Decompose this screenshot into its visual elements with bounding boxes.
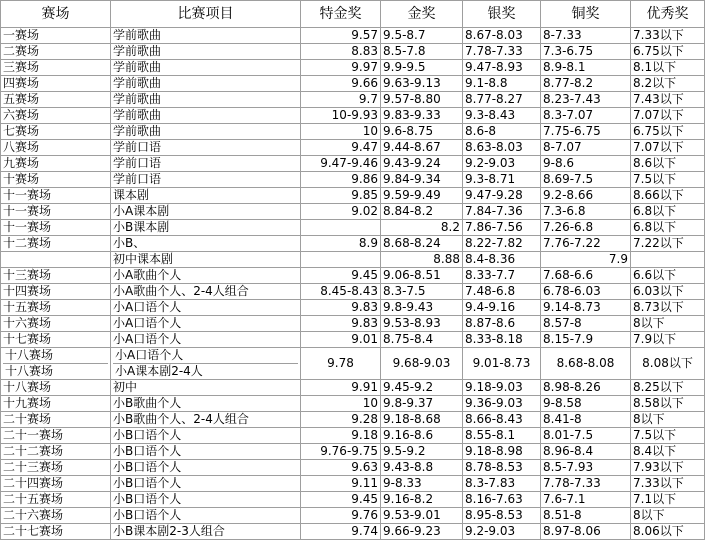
cell-gold[interactable]: 9-8.33 [381,476,463,492]
cell-silver[interactable]: 9.1-8.8 [463,76,541,92]
table-row [1,236,705,252]
cell-item[interactable]: 学前歌曲 [111,28,301,44]
cell-bronze[interactable]: 8.41-8 [541,412,631,428]
cell-gold[interactable]: 9.66-9.23 [381,524,463,540]
table-row [1,428,705,444]
cell-field[interactable]: 四赛场 [1,76,111,92]
cell-special[interactable]: 9.18 [301,428,381,444]
cell-item[interactable]: 学前歌曲 [111,76,301,92]
cell-field[interactable]: 十四赛场 [1,284,111,300]
cell-excellent[interactable]: 6.8以下 [631,204,705,220]
cell-special[interactable]: 9.28 [301,412,381,428]
cell-excellent[interactable]: 7.33以下 [631,476,705,492]
cell-excellent[interactable]: 7.5以下 [631,428,705,444]
cell-silver[interactable]: 8.95-8.53 [463,508,541,524]
cell-item[interactable]: 小A课本剧 [111,204,301,220]
cell-special[interactable]: 9.91 [301,380,381,396]
cell-special[interactable]: 9.11 [301,476,381,492]
header-silver[interactable]: 银奖 [463,1,541,28]
cell-bronze[interactable]: 8.3-7.07 [541,108,631,124]
cell-gold[interactable]: 9.59-9.49 [381,188,463,204]
cell-gold[interactable]: 8.75-8.4 [381,332,463,348]
cell-silver[interactable]: 9.18-8.98 [463,444,541,460]
cell-gold[interactable]: 9.5-8.7 [381,28,463,44]
cell-item[interactable]: 学前歌曲 [111,60,301,76]
cell-item[interactable]: 小B口语个人 [111,492,301,508]
cell-silver[interactable]: 9.3-8.71 [463,172,541,188]
cell-silver[interactable]: 7.84-7.36 [463,204,541,220]
cell-special[interactable]: 8.83 [301,44,381,60]
cell-excellent[interactable]: 7.33以下 [631,28,705,44]
table-row [1,60,705,76]
cell-excellent[interactable]: 6.03以下 [631,284,705,300]
cell-special[interactable]: 9.47-9.46 [301,156,381,172]
cell-item[interactable]: 学前口语 [111,140,301,156]
cell-excellent[interactable]: 7.07以下 [631,140,705,156]
cell-field[interactable]: 二十一赛场 [1,428,111,444]
cell-silver[interactable]: 7.86-7.56 [463,220,541,236]
table-row [1,124,705,140]
cell-bronze[interactable]: 7.26-6.8 [541,220,631,236]
table-row [1,140,705,156]
cell-gold[interactable]: 9.84-9.34 [381,172,463,188]
cell-field[interactable]: 二十赛场 [1,412,111,428]
cell-item[interactable]: 小B歌曲个人、2-4人组合 [111,412,301,428]
cell-excellent[interactable]: 6.75以下 [631,44,705,60]
cell-excellent[interactable]: 8以下 [631,316,705,332]
cell-gold[interactable]: 9.8-9.37 [381,396,463,412]
cell-item[interactable]: 小B口语个人 [111,428,301,444]
cell-field[interactable]: 二十二赛场 [1,444,111,460]
cell-silver[interactable]: 8.3-7.83 [463,476,541,492]
cell-special[interactable]: 9.78 [301,348,381,380]
table-row [1,492,705,508]
cell-gold[interactable]: 9.57-8.80 [381,92,463,108]
cell-item[interactable]: 学前歌曲 [111,92,301,108]
cell-gold[interactable]: 9.8-9.43 [381,300,463,316]
cell-excellent[interactable]: 8以下 [631,508,705,524]
cell-excellent[interactable]: 8.66以下 [631,188,705,204]
cell-field[interactable]: 二赛场 [1,44,111,60]
cell-field-a: 十八赛场 [3,348,108,364]
cell-excellent[interactable]: 8.1以下 [631,60,705,76]
cell-silver[interactable]: 8.33-7.7 [463,268,541,284]
cell-excellent[interactable]: 6.75以下 [631,124,705,140]
cell-silver[interactable]: 8.63-8.03 [463,140,541,156]
cell-bronze[interactable]: 6.78-6.03 [541,284,631,300]
cell-excellent[interactable] [631,252,705,268]
cell-gold[interactable]: 9.6-8.75 [381,124,463,140]
cell-field[interactable]: 八赛场 [1,140,111,156]
cell-gold[interactable]: 9.53-9.01 [381,508,463,524]
cell-excellent[interactable]: 7.07以下 [631,108,705,124]
cell-gold[interactable]: 9.16-8.2 [381,492,463,508]
cell-excellent[interactable]: 6.8以下 [631,220,705,236]
cell-item[interactable]: 小A歌曲个人、2-4人组合 [111,284,301,300]
cell-item[interactable]: 学前歌曲 [111,108,301,124]
cell-silver[interactable]: 8.55-8.1 [463,428,541,444]
cell-gold[interactable]: 8.68-8.24 [381,236,463,252]
cell-excellent[interactable]: 8.25以下 [631,380,705,396]
header-excellent[interactable]: 优秀奖 [631,1,705,28]
cell-special[interactable]: 9.97 [301,60,381,76]
cell-bronze[interactable]: 8-7.33 [541,28,631,44]
cell-special[interactable]: 9.7 [301,92,381,108]
cell-excellent[interactable]: 7.93以下 [631,460,705,476]
cell-special[interactable]: 9.66 [301,76,381,92]
cell-gold[interactable]: 8.2 [381,220,463,236]
cell-special[interactable] [301,220,381,236]
cell-bronze[interactable]: 7.9 [541,252,631,268]
cell-special[interactable]: 8.45-8.43 [301,284,381,300]
cell-silver[interactable]: 9.18-9.03 [463,380,541,396]
cell-bronze[interactable]: 9.2-8.66 [541,188,631,204]
cell-item[interactable]: 初中课本剧 [111,252,301,268]
cell-gold[interactable]: 9.68-9.03 [381,348,463,380]
cell-bronze[interactable]: 7.3-6.8 [541,204,631,220]
cell-field[interactable] [1,252,111,268]
cell-bronze[interactable]: 7.78-7.33 [541,476,631,492]
cell-excellent[interactable]: 8.06以下 [631,524,705,540]
table-row [1,316,705,332]
cell-silver[interactable]: 8.78-8.53 [463,460,541,476]
cell-item[interactable]: 小B歌曲个人 [111,396,301,412]
table-row [1,508,705,524]
cell-gold[interactable]: 9.5-9.2 [381,444,463,460]
cell-silver[interactable]: 7.78-7.33 [463,44,541,60]
cell-item[interactable]: 小B口语个人 [111,444,301,460]
table-row [1,476,705,492]
cell-field[interactable]: 十一赛场 [1,188,111,204]
cell-field[interactable]: 二十七赛场 [1,524,111,540]
cell-field[interactable]: 十八赛场 [1,380,111,396]
cell-bronze[interactable]: 7.75-6.75 [541,124,631,140]
cell-excellent[interactable]: 7.22以下 [631,236,705,252]
cell-silver[interactable]: 9.3-8.43 [463,108,541,124]
cell-silver[interactable]: 9.47-8.93 [463,60,541,76]
cell-silver[interactable]: 8.4-8.36 [463,252,541,268]
cell-item[interactable]: 小B口语个人 [111,508,301,524]
cell-bronze[interactable]: 8.01-7.5 [541,428,631,444]
cell-bronze[interactable]: 8.51-8 [541,508,631,524]
cell-item[interactable]: 学前口语 [111,156,301,172]
cell-bronze[interactable]: 8.5-7.93 [541,460,631,476]
header-special[interactable]: 特金奖 [301,1,381,28]
cell-field[interactable]: 十赛场 [1,172,111,188]
cell-silver[interactable]: 9.36-9.03 [463,396,541,412]
cell-special[interactable]: 9.45 [301,492,381,508]
cell-field[interactable]: 十一赛场 [1,204,111,220]
cell-bronze[interactable]: 7.6-7.1 [541,492,631,508]
cell-item[interactable]: 学前歌曲 [111,124,301,140]
cell-bronze[interactable]: 7.68-6.6 [541,268,631,284]
cell-field[interactable]: 九赛场 [1,156,111,172]
table-row [1,268,705,284]
cell-bronze[interactable]: 8.15-7.9 [541,332,631,348]
header-bronze[interactable]: 铜奖 [541,1,631,28]
cell-silver[interactable]: 8.16-7.63 [463,492,541,508]
cell-bronze[interactable]: 8.23-7.43 [541,92,631,108]
header-item[interactable]: 比赛项目 [111,1,301,28]
cell-silver[interactable]: 8.87-8.6 [463,316,541,332]
cell-silver[interactable]: 8.33-8.18 [463,332,541,348]
table-body [1,28,705,540]
cell-field[interactable]: 十六赛场 [1,316,111,332]
cell-item[interactable]: 小A口语个人 [111,332,301,348]
cell-gold[interactable]: 8.5-7.8 [381,44,463,60]
cell-silver[interactable]: 9.2-9.03 [463,156,541,172]
cell-bronze[interactable]: 8.9-8.1 [541,60,631,76]
cell-item[interactable]: 学前歌曲 [111,44,301,60]
cell-special[interactable]: 9.45 [301,268,381,284]
cell-field[interactable]: 五赛场 [1,92,111,108]
cell-special[interactable]: 9.85 [301,188,381,204]
cell-excellent[interactable]: 6.6以下 [631,268,705,284]
cell-excellent[interactable]: 8.58以下 [631,396,705,412]
cell-field[interactable]: 二十五赛场 [1,492,111,508]
table-row [1,92,705,108]
cell-excellent[interactable]: 8.6以下 [631,156,705,172]
cell-bronze[interactable]: 9-8.58 [541,396,631,412]
cell-item[interactable]: 小B口语个人 [111,460,301,476]
cell-item[interactable]: 小B口语个人 [111,476,301,492]
cell-special[interactable]: 10 [301,124,381,140]
table-row [1,524,705,540]
cell-special[interactable]: 9.63 [301,460,381,476]
table-row [1,412,705,428]
table-row [1,300,705,316]
cell-field[interactable]: 七赛场 [1,124,111,140]
cell-excellent[interactable]: 7.43以下 [631,92,705,108]
table-row [1,252,705,268]
table-row [1,44,705,60]
cell-field[interactable]: 二十六赛场 [1,508,111,524]
cell-special[interactable]: 9.47 [301,140,381,156]
cell-item-b: 小A课本剧2-4人 [115,364,203,378]
cell-item-a: 小A口语个人 [113,348,298,364]
cell-gold[interactable]: 8.88 [381,252,463,268]
cell-special[interactable]: 9.57 [301,28,381,44]
cell-field[interactable]: 十一赛场 [1,220,111,236]
cell-bronze[interactable]: 8.77-8.2 [541,76,631,92]
cell-field[interactable]: 一赛场 [1,28,111,44]
cell-bronze[interactable]: 8.69-7.5 [541,172,631,188]
table-row [1,396,705,412]
cell-item[interactable] [111,348,301,380]
cell-gold[interactable]: 9.83-9.33 [381,108,463,124]
cell-bronze[interactable]: 9-8.6 [541,156,631,172]
cell-excellent[interactable]: 7.9以下 [631,332,705,348]
cell-field[interactable]: 二十四赛场 [1,476,111,492]
table-row [1,284,705,300]
header-field[interactable]: 赛场 [1,1,111,28]
cell-gold[interactable]: 9.18-8.68 [381,412,463,428]
cell-gold[interactable]: 9.45-9.2 [381,380,463,396]
cell-special[interactable]: 9.02 [301,204,381,220]
cell-item[interactable]: 小A口语个人 [111,316,301,332]
cell-silver[interactable]: 7.48-6.8 [463,284,541,300]
cell-gold[interactable]: 9.9-9.5 [381,60,463,76]
cell-excellent[interactable]: 8.08以下 [631,348,705,380]
cell-gold[interactable]: 9.16-8.6 [381,428,463,444]
table-row [1,28,705,44]
cell-special[interactable]: 9.76 [301,508,381,524]
cell-field[interactable]: 六赛场 [1,108,111,124]
table-row [1,444,705,460]
cell-gold[interactable]: 8.3-7.5 [381,284,463,300]
table-row-merged [1,348,705,380]
cell-silver[interactable]: 8.6-8 [463,124,541,140]
cell-bronze[interactable]: 7.3-6.75 [541,44,631,60]
cell-field[interactable]: 十九赛场 [1,396,111,412]
table-row [1,332,705,348]
cell-special[interactable]: 10-9.93 [301,108,381,124]
cell-silver[interactable]: 9.4-9.16 [463,300,541,316]
cell-silver[interactable]: 9.2-9.03 [463,524,541,540]
cell-gold[interactable]: 9.43-8.8 [381,460,463,476]
cell-special[interactable]: 9.74 [301,524,381,540]
cell-special[interactable]: 9.83 [301,300,381,316]
cell-special[interactable]: 9.83 [301,316,381,332]
cell-excellent[interactable]: 7.1以下 [631,492,705,508]
table-row [1,108,705,124]
table-row [1,204,705,220]
cell-bronze[interactable]: 8-7.07 [541,140,631,156]
cell-silver[interactable]: 8.77-8.27 [463,92,541,108]
cell-gold[interactable]: 9.63-9.13 [381,76,463,92]
cell-item[interactable]: 小B课本剧2-3人组合 [111,524,301,540]
cell-special[interactable]: 9.76-9.75 [301,444,381,460]
cell-excellent[interactable]: 8以下 [631,412,705,428]
cell-field[interactable]: 十七赛场 [1,332,111,348]
cell-gold[interactable]: 8.84-8.2 [381,204,463,220]
cell-field[interactable] [1,348,111,380]
cell-gold[interactable]: 9.06-8.51 [381,268,463,284]
cell-excellent[interactable]: 7.5以下 [631,172,705,188]
table-row [1,172,705,188]
cell-special[interactable] [301,252,381,268]
cell-bronze[interactable]: 7.76-7.22 [541,236,631,252]
cell-item[interactable]: 课本剧 [111,188,301,204]
cell-bronze[interactable]: 9.14-8.73 [541,300,631,316]
cell-field[interactable]: 十二赛场 [1,236,111,252]
cell-bronze[interactable]: 8.97-8.06 [541,524,631,540]
table-row [1,188,705,204]
table-row [1,220,705,236]
cell-field-b: 十八赛场 [5,364,54,378]
cell-bronze[interactable]: 8.57-8 [541,316,631,332]
cell-field[interactable]: 三赛场 [1,60,111,76]
cell-special[interactable]: 9.86 [301,172,381,188]
cell-item[interactable]: 小A歌曲个人 [111,268,301,284]
header-row [1,1,705,28]
table-row [1,156,705,172]
cell-excellent[interactable]: 8.4以下 [631,444,705,460]
cell-silver[interactable]: 8.67-8.03 [463,28,541,44]
cell-gold[interactable]: 9.43-9.24 [381,156,463,172]
cell-silver[interactable]: 9.01-8.73 [463,348,541,380]
cell-item[interactable]: 小B课本剧 [111,220,301,236]
cell-silver[interactable]: 8.22-7.82 [463,236,541,252]
cell-item[interactable]: 初中 [111,380,301,396]
cell-bronze[interactable]: 8.68-8.08 [541,348,631,380]
table-row [1,380,705,396]
cell-field[interactable]: 十三赛场 [1,268,111,284]
cell-special[interactable]: 9.01 [301,332,381,348]
table-row [1,460,705,476]
cell-gold[interactable]: 9.53-8.93 [381,316,463,332]
cell-special[interactable]: 8.9 [301,236,381,252]
cell-field[interactable]: 十五赛场 [1,300,111,316]
cell-bronze[interactable]: 8.96-8.4 [541,444,631,460]
cell-excellent[interactable]: 8.73以下 [631,300,705,316]
cell-field[interactable]: 二十三赛场 [1,460,111,476]
cell-special[interactable]: 10 [301,396,381,412]
cell-silver[interactable]: 8.66-8.43 [463,412,541,428]
cell-gold[interactable]: 9.44-8.67 [381,140,463,156]
cell-item[interactable]: 学前口语 [111,172,301,188]
header-gold[interactable]: 金奖 [381,1,463,28]
cell-item[interactable]: 小A口语个人 [111,300,301,316]
table-row [1,76,705,92]
cell-item[interactable]: 小B、 [111,236,301,252]
cell-bronze[interactable]: 8.98-8.26 [541,380,631,396]
cell-excellent[interactable]: 8.2以下 [631,76,705,92]
cell-silver[interactable]: 9.47-9.28 [463,188,541,204]
